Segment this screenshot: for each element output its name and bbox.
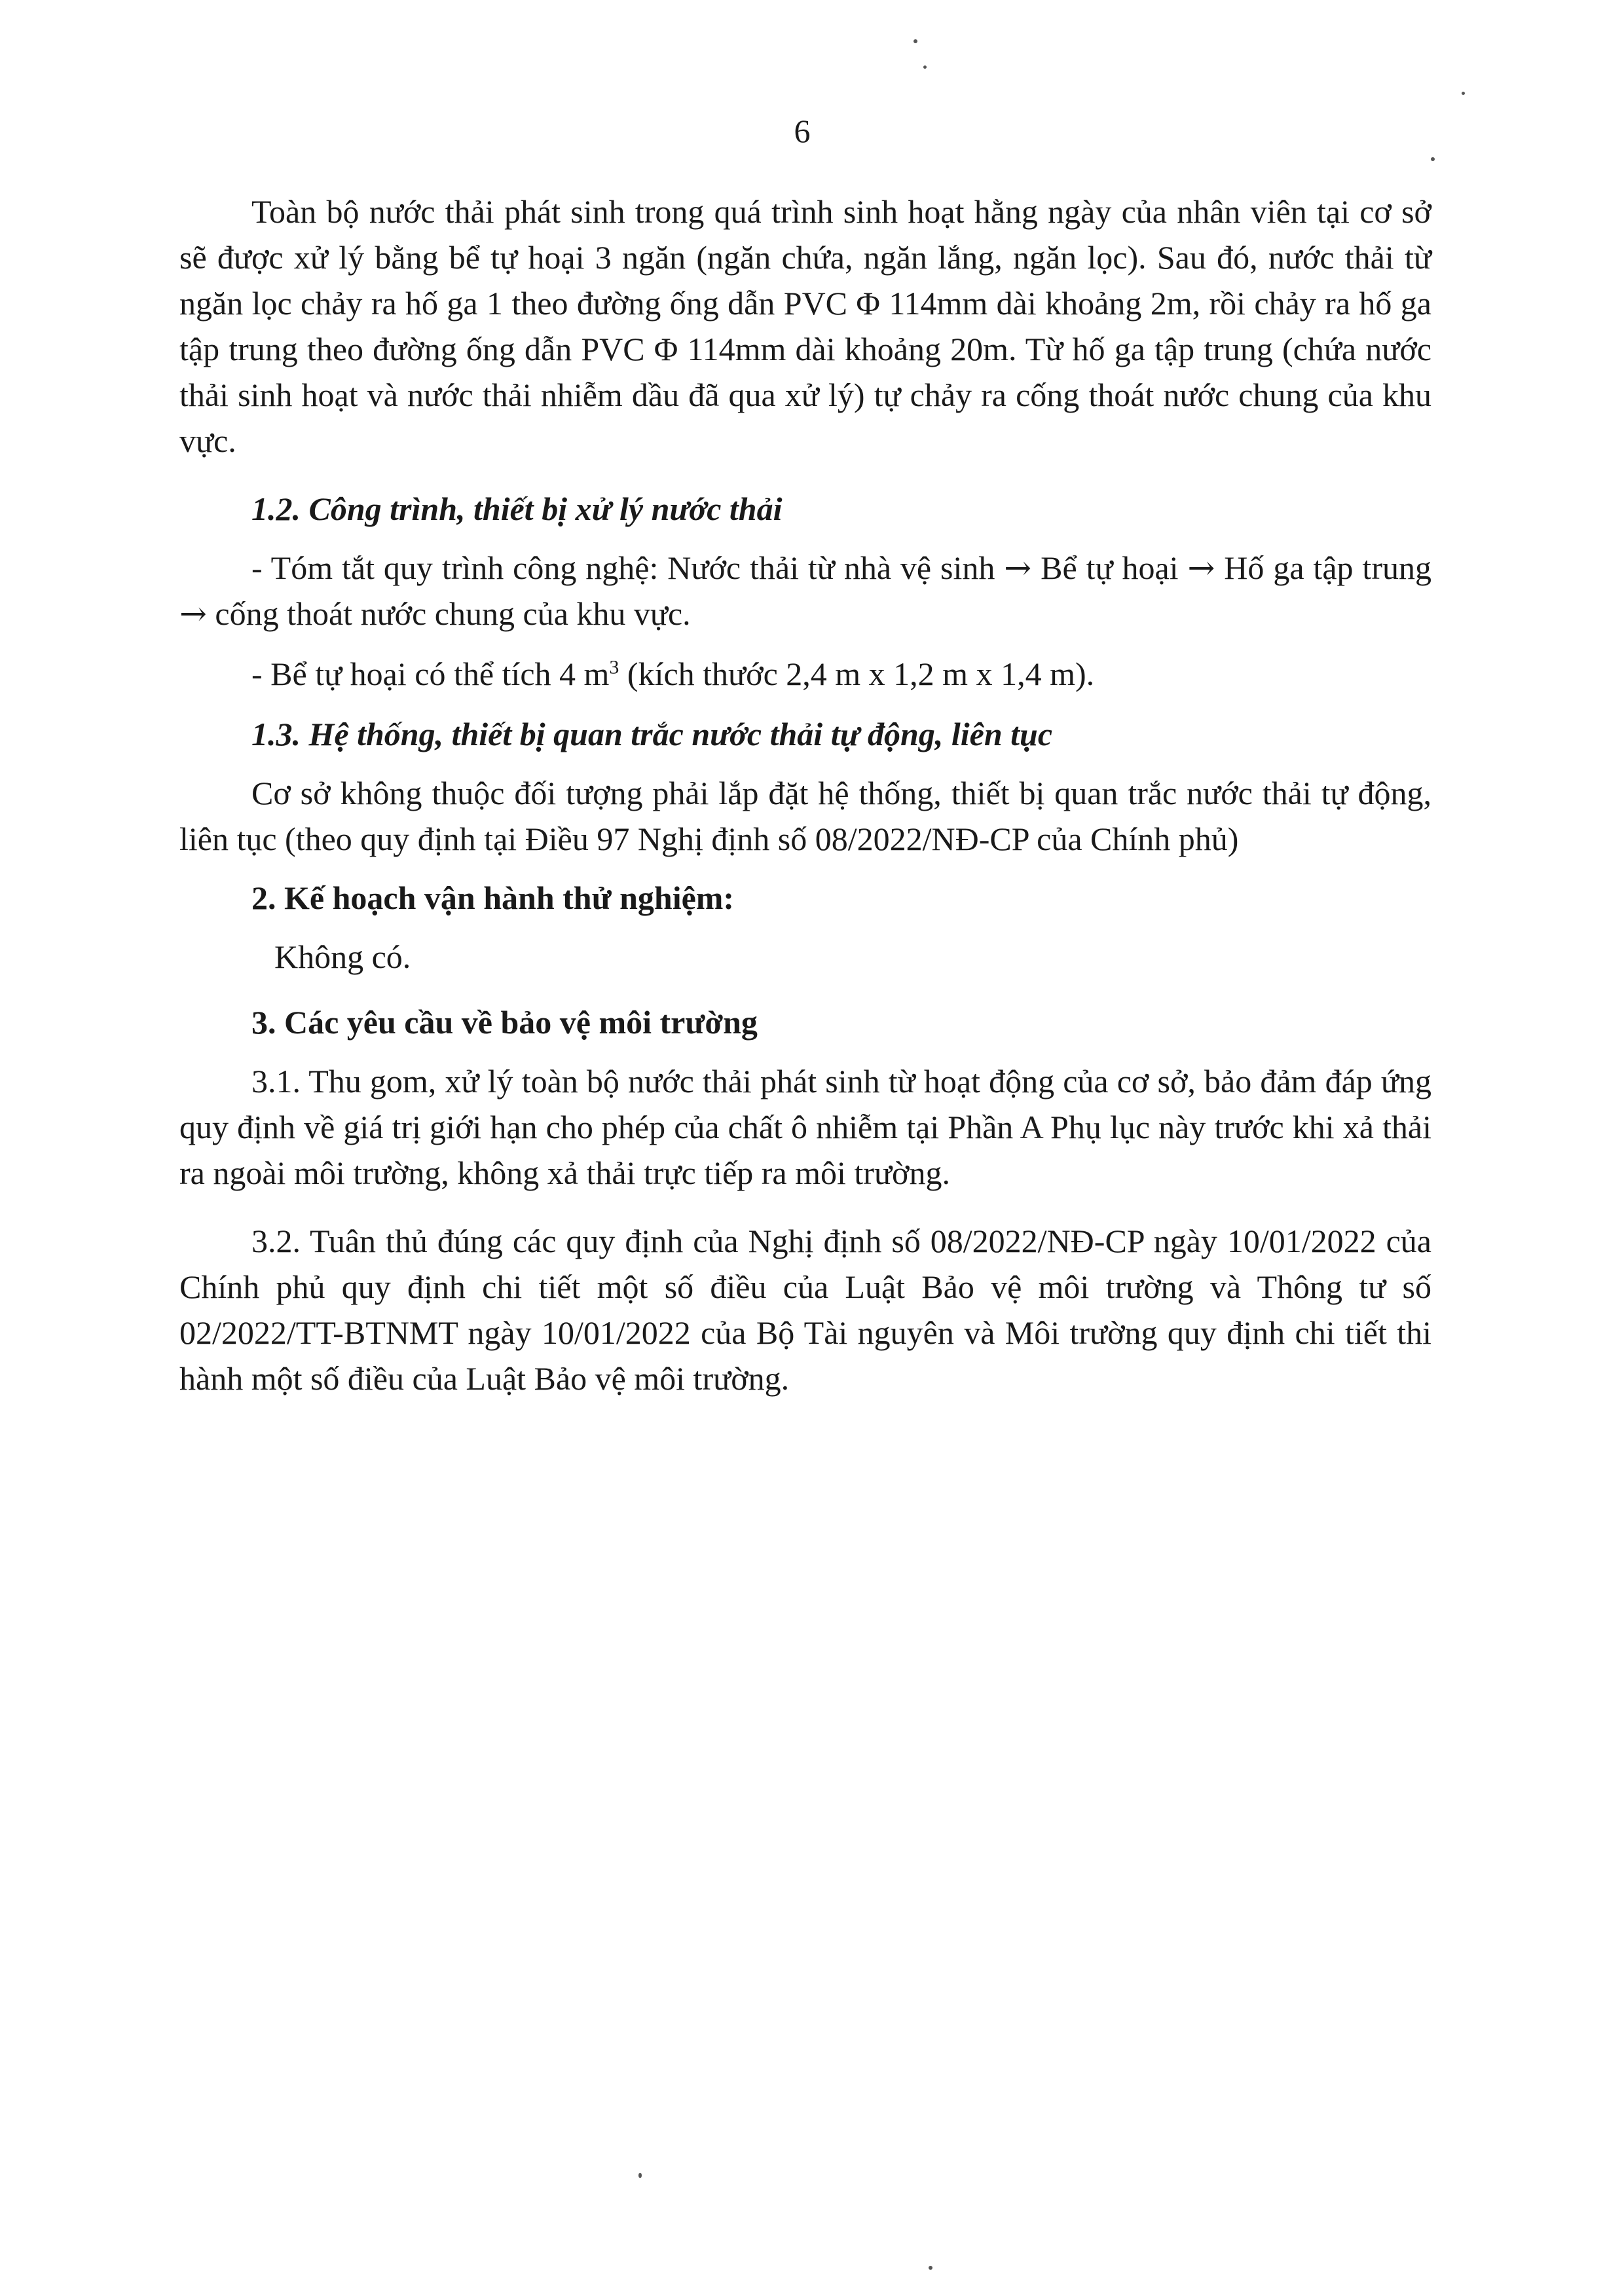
scan-speck <box>923 65 927 69</box>
paragraph-3-1: 3.1. Thu gom, xử lý toàn bộ nước thải phát sinh từ hoạt động của cơ sở, bảo đảm đáp ứng quy định về giá trị giới hạn cho phép của chất ô nhiễm tại Phần A Phụ lục này trước khi xả thải ra ngoài môi trường, không xả thải trực tiếp ra môi trường. <box>179 1063 1431 1191</box>
heading-1-2: 1.2. Công trình, thiết bị xử lý nước thải <box>251 490 783 527</box>
heading-1-3: 1.3. Hệ thống, thiết bị quan trắc nước thải tự động, liên tục <box>251 716 1053 752</box>
arrow-icon: → <box>179 595 207 633</box>
process-text-2: Bể tự hoại <box>1031 549 1188 586</box>
scan-speck <box>929 2266 932 2270</box>
scan-speck <box>1431 157 1435 161</box>
scan-speck <box>913 39 917 43</box>
arrow-icon: → <box>1187 549 1215 587</box>
bullet-process-summary <box>179 545 1431 637</box>
process-text-3: Hố ga tập trung <box>1215 549 1431 586</box>
paragraph-none: Không có. <box>274 938 411 975</box>
paragraph-3-2: 3.2. Tuân thủ đúng các quy định của Nghị định số 08/2022/NĐ-CP ngày 10/01/2022 của Chính phủ quy định chi tiết một số điều của Luật Bảo vệ môi trường và Thông tư số 02/2022/TT-BTNMT ngày 10/01/2022 của Bộ Tài nguyên và Môi trường quy định chi tiết thi hành một số điều của Luật Bảo vệ môi trường. <box>179 1223 1431 1397</box>
heading-3: 3. Các yêu cầu về bảo vệ môi trường <box>251 1004 758 1041</box>
scan-speck <box>1462 92 1465 95</box>
paragraph-domestic-wastewater: Toàn bộ nước thải phát sinh trong quá trình sinh hoạt hằng ngày của nhân viên tại cơ sở sẽ được xử lý bằng bể tự hoại 3 ngăn (ngăn chứa, ngăn lắng, ngăn lọc). Sau đó, nước thải từ ngăn lọc chảy ra hố ga 1 theo đường ống dẫn PVC Φ 114mm dài khoảng 2m, rồi chảy ra hố ga tập trung theo đường ống dẫn PVC Φ 114mm dài khoảng 20m. Từ hố ga tập trung (chứa nước thải sinh hoạt và nước thải nhiễm dầu đã qua xử lý) tự chảy ra cống thoát nước chung của khu vực. <box>179 193 1431 459</box>
page-number: 6 <box>794 113 811 149</box>
process-text-1: - Tóm tắt quy trình công nghệ: Nước thải từ nhà vệ sinh <box>251 549 1005 586</box>
heading-2: 2. Kế hoạch vận hành thử nghiệm: <box>251 879 735 916</box>
document-body <box>179 189 1431 1424</box>
arrow-icon: → <box>1004 549 1032 587</box>
paragraph-monitoring: Cơ sở không thuộc đối tượng phải lắp đặt hệ thống, thiết bị quan trắc nước thải tự động, liên tục (theo quy định tại Điều 97 Nghị định số 08/2022/NĐ-CP của Chính phủ) <box>179 775 1431 857</box>
process-text-4: cống thoát nước chung của khu vực. <box>206 595 691 632</box>
tank-text-1: - Bể tự hoại có thể tích 4 m <box>251 656 610 692</box>
tank-superscript: 3 <box>609 656 619 678</box>
tank-text-2: (kích thước 2,4 m x 1,2 m x 1,4 m). <box>619 656 1095 692</box>
scan-speck <box>638 2173 642 2178</box>
bullet-septic-tank <box>179 651 1431 697</box>
